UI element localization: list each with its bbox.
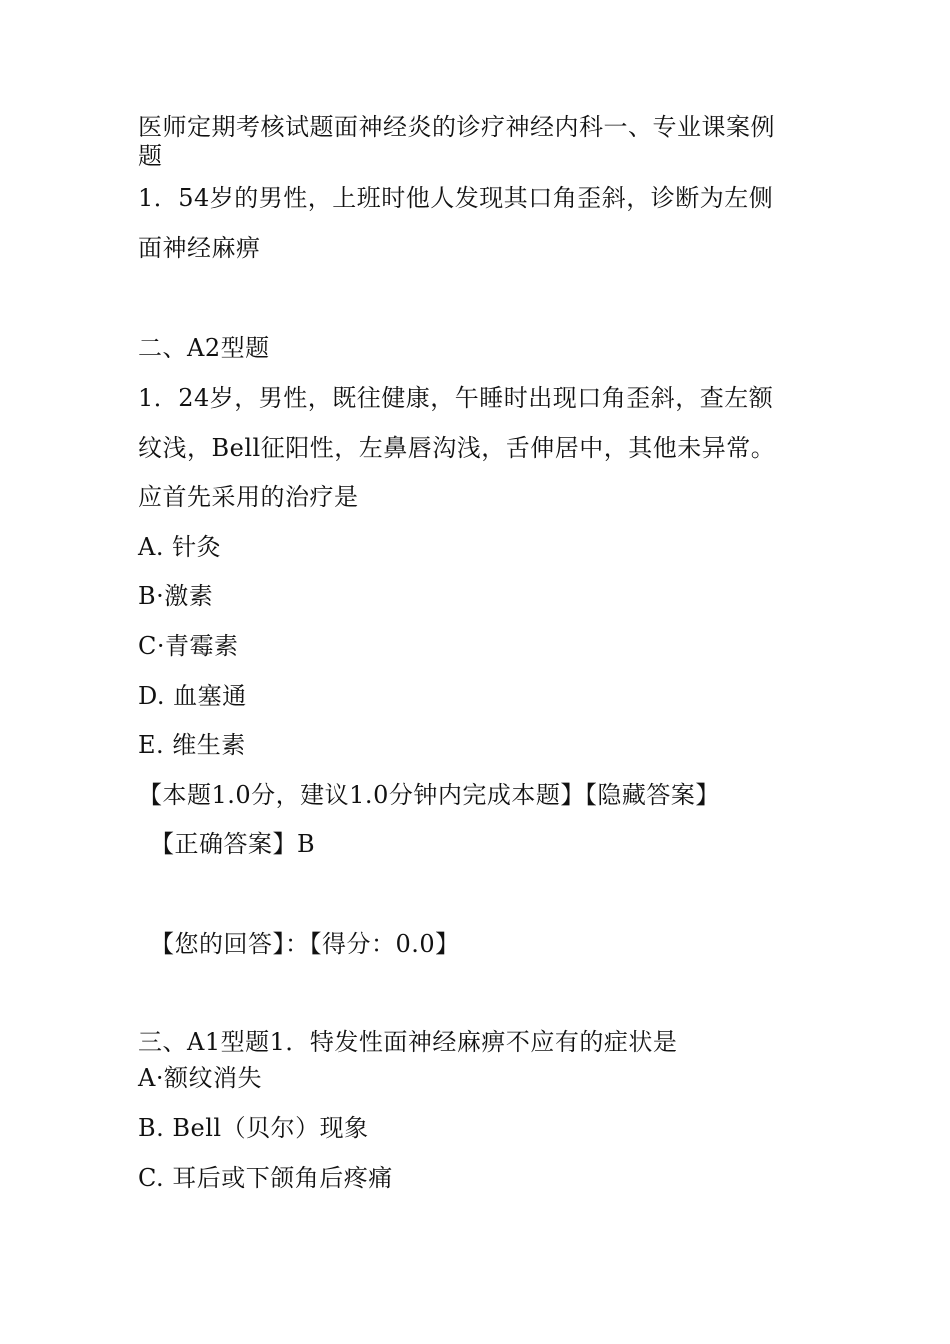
a2-option-e: E. 维生素	[138, 731, 246, 759]
case-question-line-1: 1．54岁的男性，上班时他人发现其口角歪斜，诊断为左侧	[138, 184, 774, 212]
a2-option-d: D. 血塞通	[138, 682, 247, 710]
document-title-line-1: 医师定期考核试题面神经炎的诊疗神经内科一、专业课案例	[138, 113, 775, 141]
correct-answer: 【正确答案】B	[150, 830, 316, 858]
your-answer-score: 【您的回答】：【得分：0.0】	[150, 930, 460, 958]
a2-option-b: B·激素	[138, 582, 214, 610]
section-a1-heading: 三、A1型题1．特发性面神经麻痹不应有的症状是	[138, 1028, 678, 1056]
a1-option-c: C. 耳后或下颌角后疼痛	[138, 1164, 393, 1192]
a2-question-line-3: 应首先采用的治疗是	[138, 483, 359, 511]
a2-option-c: C·青霉素	[138, 632, 239, 660]
a2-question-line-1: 1．24岁，男性，既往健康，午睡时出现口角歪斜，查左额	[138, 384, 774, 412]
question-meta: 【本题1.0分，建议1.0分钟内完成本题】【隐藏答案】	[138, 781, 720, 809]
document-title-line-2: 题	[138, 142, 163, 170]
a1-option-b: B. Bell（贝尔）现象	[138, 1114, 369, 1142]
section-a2-heading: 二、A2型题	[138, 334, 270, 362]
a2-option-a: A. 针灸	[138, 533, 222, 561]
a2-question-line-2: 纹浅，Bell征阳性，左鼻唇沟浅，舌伸居中，其他未异常。	[138, 434, 776, 462]
a1-option-a: A·额纹消失	[138, 1064, 262, 1092]
case-question-line-2: 面神经麻痹	[138, 234, 261, 262]
